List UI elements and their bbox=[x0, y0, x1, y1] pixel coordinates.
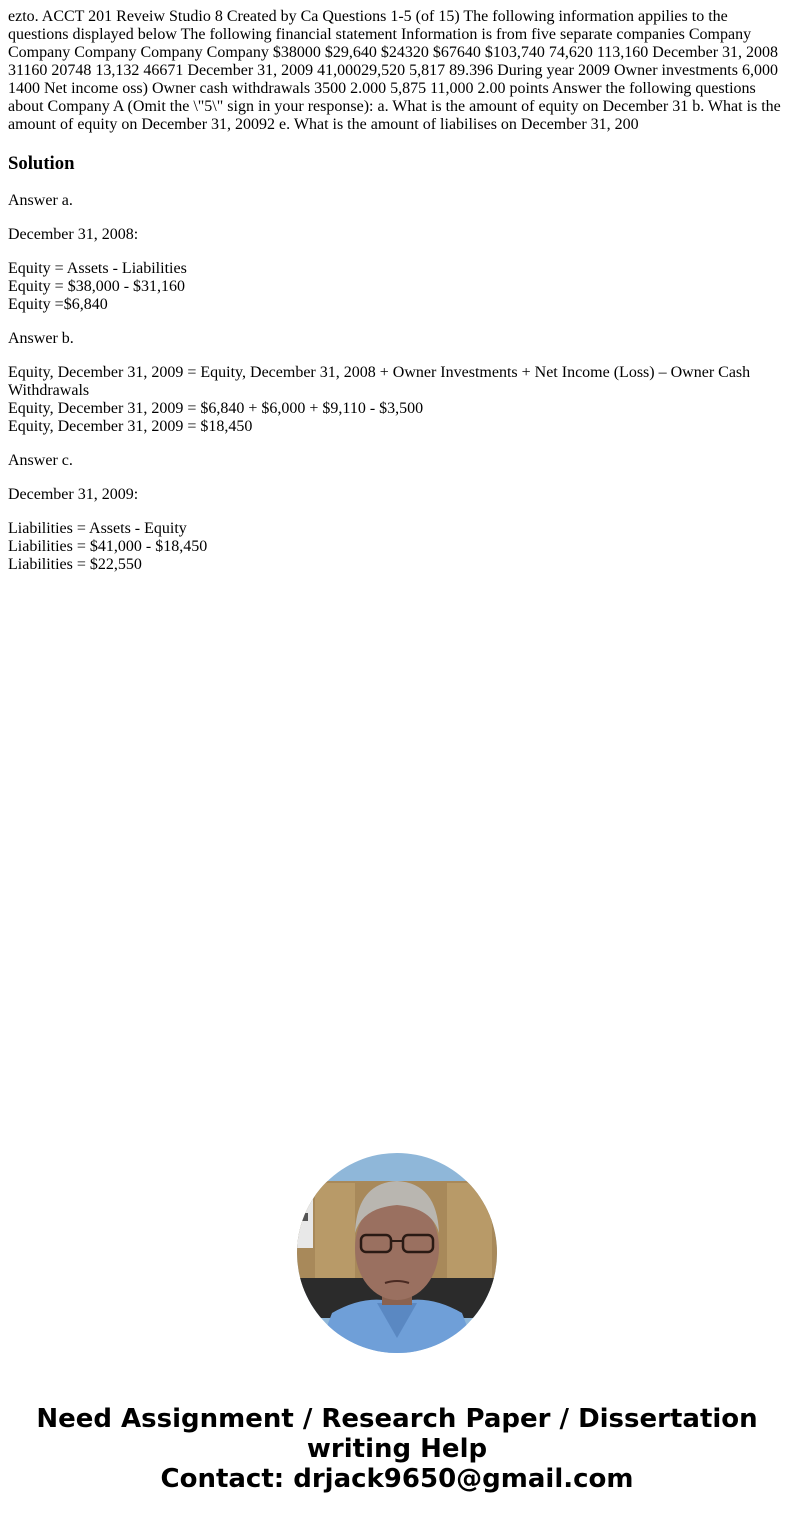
promo-line-2: writing Help bbox=[306, 1434, 488, 1464]
answer-a-line: Equity = $38,000 - $31,160 bbox=[8, 278, 186, 295]
answer-c-work bbox=[8, 520, 786, 574]
answer-a-line: Equity = Assets - Liabilities bbox=[8, 260, 187, 277]
answer-b-work bbox=[8, 364, 786, 436]
avatar bbox=[297, 1153, 497, 1353]
answer-b-line: Equity, December 31, 2009 = $18,450 bbox=[8, 418, 253, 435]
answer-c-line: Liabilities = Assets - Equity bbox=[8, 520, 187, 537]
promo-banner bbox=[0, 1404, 794, 1494]
answer-b-line: Equity, December 31, 2009 = $6,840 + $6,000 + $9,110 - $3,500 bbox=[8, 400, 424, 417]
tutor-photo-icon bbox=[297, 1153, 497, 1353]
answer-a-work bbox=[8, 260, 786, 314]
promo-contact: Contact: drjack9650@gmail.com bbox=[160, 1464, 634, 1494]
answer-c-date: December 31, 2009: bbox=[8, 486, 139, 503]
answer-a-line: Equity =$6,840 bbox=[8, 296, 108, 313]
answer-a-date: December 31, 2008: bbox=[8, 226, 139, 243]
solution-heading: Solution bbox=[8, 153, 75, 174]
question-text: ezto. ACCT 201 Reveiw Studio 8 Created by Ca Questions 1-5 (of 15) The following information appilies to the questions displayed below The following financial statement Information is from five separate companies Company Company Company Company Company $38000 $29,640 $24320 $67640 $103,740 74,620 113,160 December 31, 2008 31160 20748 13,132 46671 December 31, 2009 41,00029,520 5,817 89.396 During year 2009 Owner investments 6,000 1400 Net income oss) Owner cash withdrawals 3500 2.000 5,875 11,000 2.00 points Answer the following questions about Company A (Omit the \"5\" sign in your response): a. What is the amount of equity on December 31 b. What is the amount of equity on December 31, 20092 e. What is the amount of liabilises on December 31, 200 bbox=[8, 8, 781, 133]
document-page bbox=[0, 0, 794, 574]
answer-b-label: Answer b. bbox=[8, 330, 74, 347]
promo-line-1: Need Assignment / Research Paper / Dissertation bbox=[36, 1404, 758, 1434]
answer-c-line: Liabilities = $41,000 - $18,450 bbox=[8, 538, 208, 555]
answer-a-label: Answer a. bbox=[8, 192, 73, 209]
answer-c-line: Liabilities = $22,550 bbox=[8, 556, 142, 573]
answer-c-label: Answer c. bbox=[8, 452, 73, 469]
answer-b-line: Equity, December 31, 2009 = Equity, December 31, 2008 + Owner Investments + Net Income (Loss) – Owner Cash Withdrawals bbox=[8, 364, 751, 399]
